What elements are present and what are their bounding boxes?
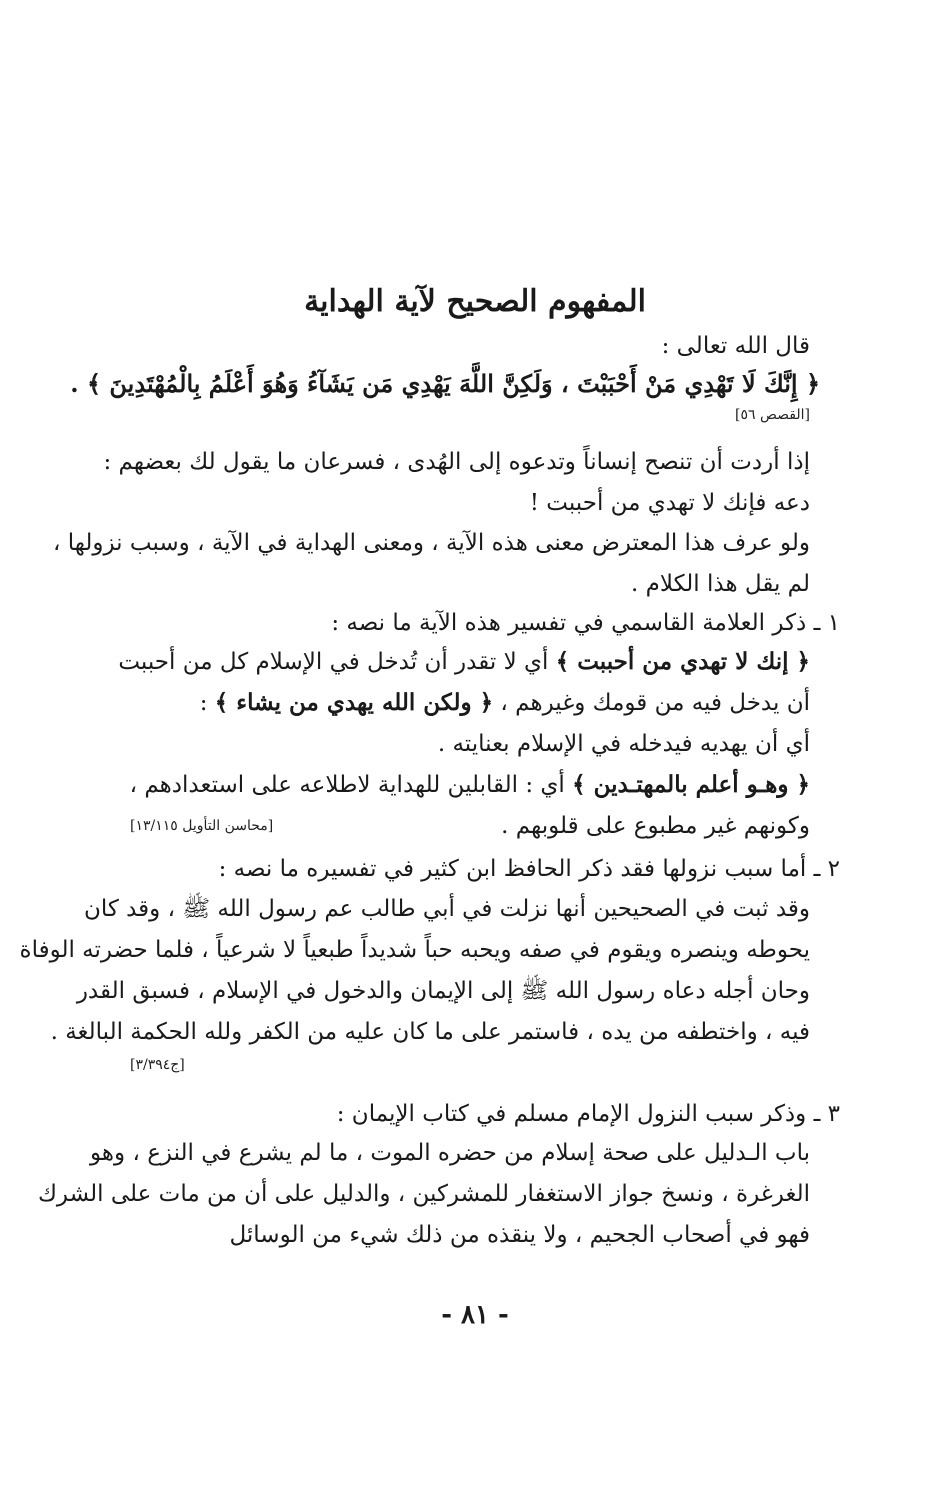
numbered-item-heading: ١ ـ ذكر العلامة القاسمي في تفسير هذه الآية ما نصه : [331,610,840,636]
paragraph-line: وحان أجله دعاه رسول الله ﷺ إلى الإيمان والدخول في الإسلام ، فسبق القدر [76,978,810,1004]
ibn-kathir-citation: [ج٣/٣٩٤] [130,1057,185,1073]
page-number: - ٨١ - [441,1300,509,1330]
paragraph-line: يحوطه وينصره ويقوم في صفه ويحبه حباً شديداً طبعياً لا شرعياً ، فلما حضرته الوفاة [19,937,810,963]
verse-citation: [القصص ٥٦] [735,407,810,423]
quran-quote: ﴿ ولكن الله يهدي من يشاء ﴾ [214,689,494,716]
paragraph-line: الغرغرة ، ونسخ جواز الاستغفار للمشركين ، والدليل على أن من مات على الشرك [37,1181,810,1207]
paragraph-line: ولو عرف هذا المعترض معنى هذه الآية ، ومعنى الهداية في الآية ، وسبب نزولها ، [53,530,810,556]
paragraph-line [118,646,810,678]
paragraph-line: أي أن يهديه فيدخله في الإسلام بعنايته . [437,731,810,757]
quran-verse: ﴿ إِنَّكَ لَا تَهْدِي مَنْ أَحْبَبْتَ ، وَلَكِنَّ اللَّهَ يَهْدِي مَن يَشَآءُ وَهُوَ أَعْلَمُ بِالْمُهْتَدِينَ ﴾ . [70,369,820,398]
numbered-item-heading: ٣ ـ وذكر سبب النزول الإمام مسلم في كتاب الإيمان : [336,1101,840,1127]
paragraph-line: دعه فإنك لا تهدي من أحببت ! [529,490,810,516]
quran-quote: ﴿ إنك لا تهدي من أحببت ﴾ [555,648,810,675]
numbered-item-heading: ٢ ـ أما سبب نزولها فقد ذكر الحافظ ابن كثير في تفسيره ما نصه : [218,856,840,882]
quote-text: أي لا تقدر أن تُدخل في الإسلام كل من أحببت [118,649,556,675]
intro-line: قال الله تعالى : [661,333,810,359]
paragraph-line: إذا أردت أن تنصح إنساناً وتدعوه إلى الهُدى ، فسرعان ما يقول لك بعضهم : [103,449,810,475]
quote-text: أي : القابلين للهداية لاطلاعه على استعدادهم ، [129,772,573,798]
paragraph-line: باب الـدليل على صحة إسلام من حضره الموت ، ما لم يشرع في النزع ، وهو [90,1140,810,1166]
quote-text: : [199,690,215,716]
page-title: المفهوم الصحيح لآية الهداية [304,284,646,319]
paragraph-line: لم يقل هذا الكلام . [631,571,810,597]
quran-quote: ﴿ وهـو أعلم بالمهتـدين ﴾ [572,771,810,798]
paragraph-line [200,687,810,719]
paragraph-line [130,769,810,801]
paragraph-line: وقد ثبت في الصحيحين أنها نزلت في أبي طالب عم رسول الله ﷺ ، وقد كان [83,896,810,922]
tafsir-citation: [محاسن التأويل ١٣/١١٥] [130,818,274,834]
paragraph-line: وكونهم غير مطبوع على قلوبهم . [501,813,810,839]
paragraph-line: فهو في أصحاب الجحيم ، ولا ينقذه من ذلك شيء من الوسائل [229,1222,810,1248]
quote-text: أن يدخل فيه من قومك وغيرهم ، [493,690,810,716]
paragraph-line: فيه ، واختطفه من يده ، فاستمر على ما كان عليه من الكفر ولله الحكمة البالغة . [50,1019,810,1045]
